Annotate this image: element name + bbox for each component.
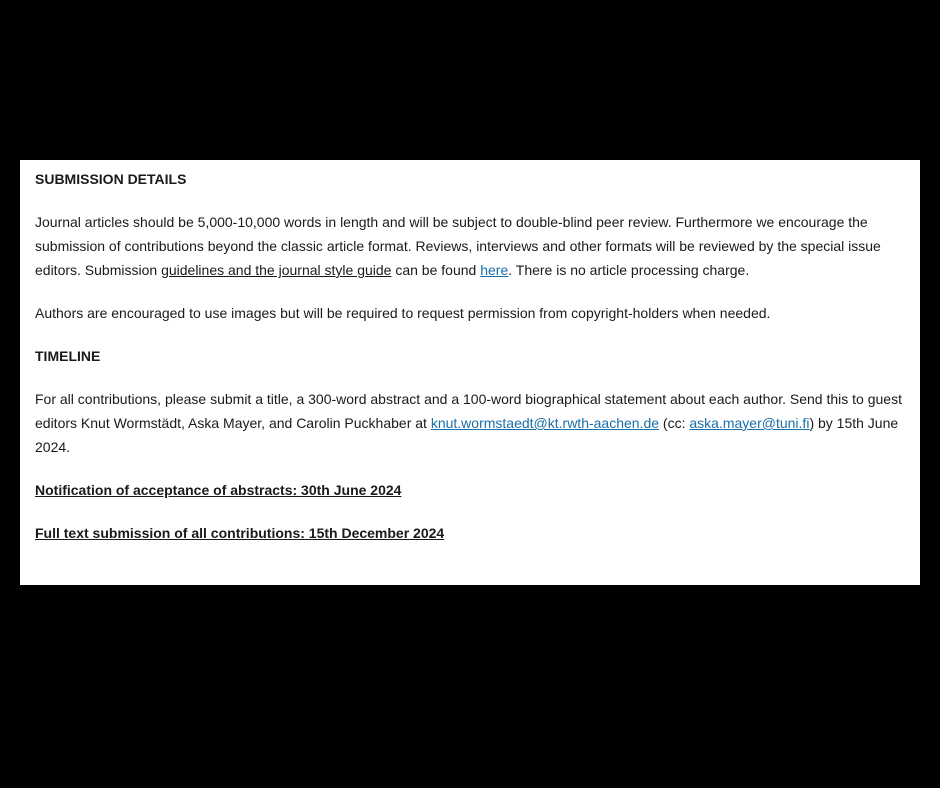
timeline-text-1: For all contributions, please submit a title, a 300-word abstract and a 100-word biographical statement about each author. Send this to guest editors Knut Wormstädt, Aska Mayer, and Carolin Puckhaber at	[35, 391, 902, 431]
guidelines-link[interactable]: guidelines and the journal style guide	[161, 262, 392, 278]
timeline-heading: TIMELINE	[35, 348, 101, 364]
here-link[interactable]: here	[480, 262, 509, 278]
full-text-date: Full text submission of all contributions: 15th December 2024	[35, 525, 445, 541]
timeline-paragraph	[35, 387, 904, 459]
submission-details-heading: SUBMISSION DETAILS	[35, 171, 187, 187]
notification-date: Notification of acceptance of abstracts: 30th June 2024	[35, 482, 402, 498]
email-link-aska[interactable]: aska.mayer@tuni.fi	[689, 415, 810, 431]
submission-paragraph	[35, 210, 904, 282]
submission-text-3: . There is no article processing charge.	[508, 262, 750, 278]
document-panel	[20, 160, 920, 585]
submission-text-1: Journal articles should be 5,000-10,000 words in length and will be subject to double-blind peer review. Furthermore we encourage the submission of contributions beyond the classic article format. Reviews, interviews and other formats will be reviewed by the special issue editors. Submission	[35, 214, 881, 278]
email-link-knut[interactable]: knut.wormstaedt@kt.rwth-aachen.de	[430, 415, 660, 431]
images-paragraph: Authors are encouraged to use images but will be required to request permission from copyright-holders when needed.	[35, 305, 771, 321]
submission-text-2: can be found	[391, 262, 481, 278]
timeline-text-3: ) by 15th June 2024.	[35, 415, 899, 455]
timeline-text-2: (cc:	[659, 415, 690, 431]
